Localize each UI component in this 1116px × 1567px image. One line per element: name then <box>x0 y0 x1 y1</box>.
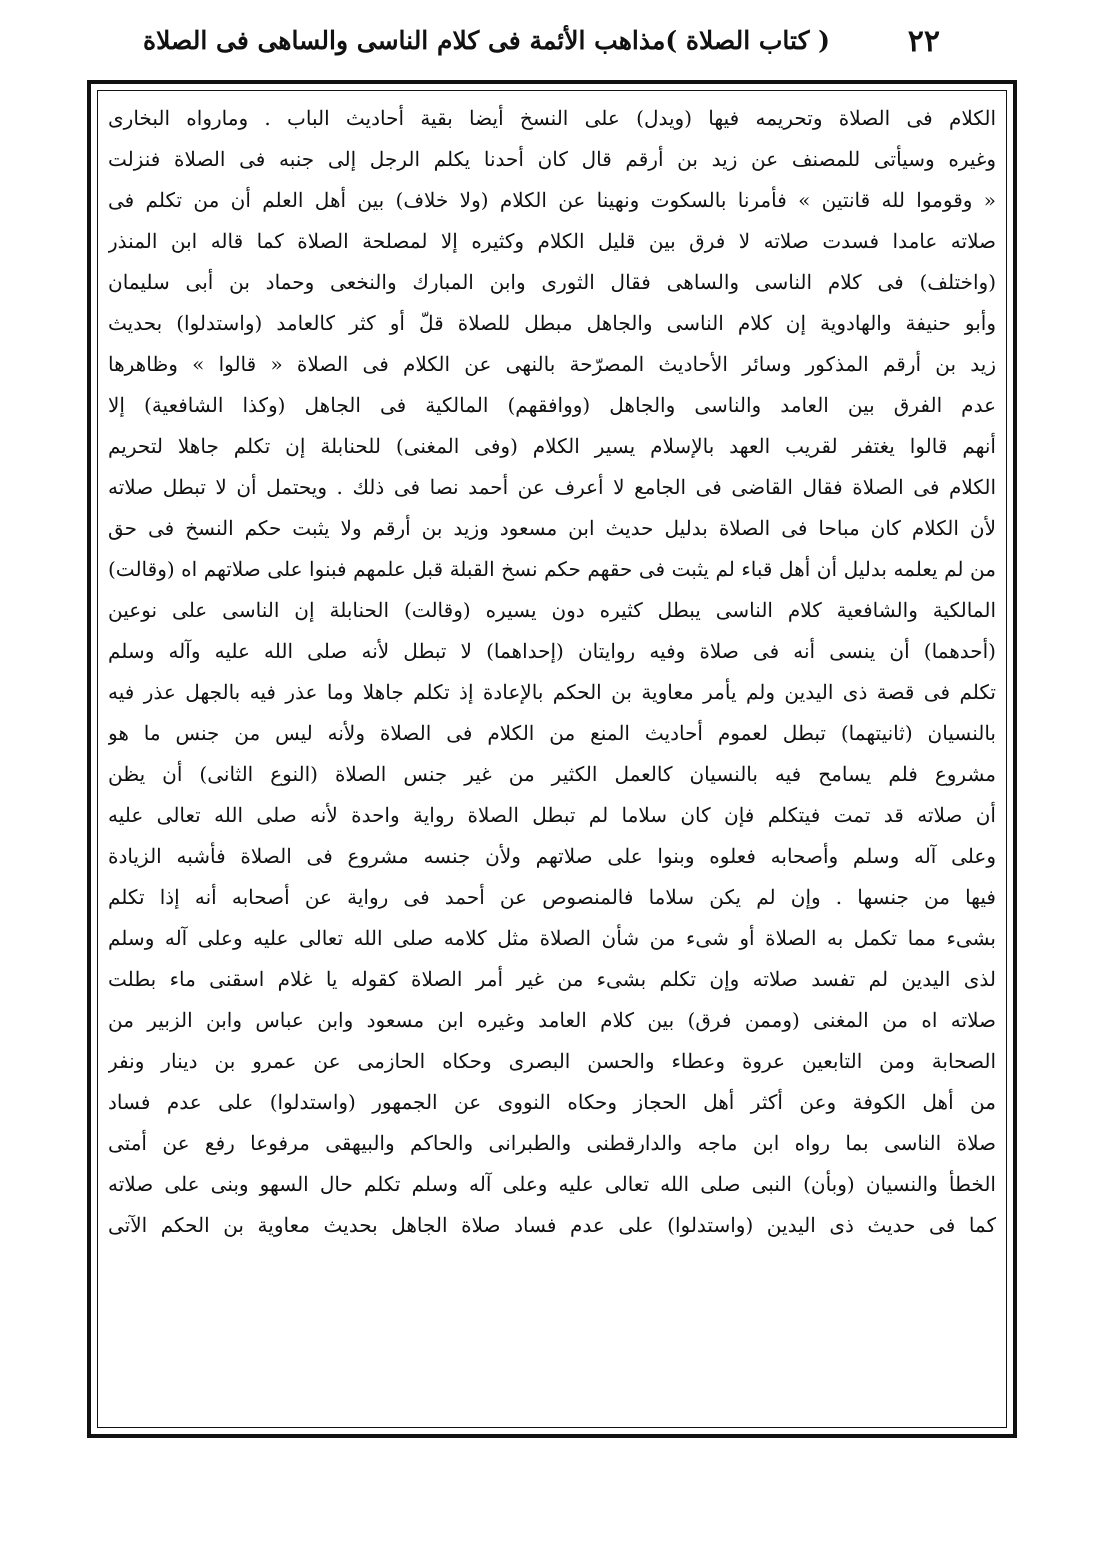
text-line: الكلام فى الصلاة فقال القاضى فى الجامع لا أعرف عن أحمد نصا فى ذلك . ويحتمل أن لا تبطل صلاته <box>108 475 996 499</box>
text-line: بشىء مما تكمل به الصلاة أو شىء من شأن الصلاة مثل كلامه صلى الله تعالى عليه وعلى آله وسلم <box>108 926 996 950</box>
text-line: عدم الفرق بين العامد والناسى والجاهل (ووافقهم) المالكية فى الجاهل (وكذا الشافعية) إلا <box>108 393 996 417</box>
section-title: مذاهب الأئمة فى كلام الناسى والساهى فى الصلاة <box>143 26 666 55</box>
body-text <box>108 98 996 1246</box>
text-line: صلاة الناسى بما رواه ابن ماجه والدارقطنى والطبرانى والحاكم والبيهقى مرفوعا رفع عن أمتى <box>108 1131 996 1155</box>
text-line: مشروع فلم يسامح فيه بالنسيان كالعمل الكثير من غير جنس الصلاة (النوع الثانى) أن يظن <box>108 762 996 786</box>
text-line: (واختلف) فى كلام الناسى والساهى فقال الثورى وابن المبارك والنخعى وحماد بن أبى سليمان <box>108 270 996 294</box>
text-line: الخطأ والنسيان (وبأن) النبى صلى الله تعالى عليه وعلى آله وسلم تكلم حال السهو وبنى على صلاته <box>108 1172 996 1196</box>
text-line: لأن الكلام كان مباحا فى الصلاة بدليل حديث ابن مسعود وزيد بن أرقم ولا يثبت حكم النسخ فى حق <box>108 516 996 540</box>
book-title: ( كتاب الصلاة ) <box>665 26 830 55</box>
text-line: « وقوموا لله قانتين » فأمرنا بالسكوت ونهينا عن الكلام (ولا خلاف) بين أهل العلم أن من تكلم فى <box>108 188 996 212</box>
text-line: بالنسيان (ثانيتهما) تبطل لعموم أحاديث المنع من الكلام فى الصلاة ولأنه ليس من جنس ما هو <box>108 721 996 745</box>
text-line: المالكية والشافعية كلام الناسى يبطل كثيره دون يسيره (وقالت) الحنابلة إن الناسى على نوعين <box>108 598 996 622</box>
text-line: من أهل الكوفة وعن أكثر أهل الحجاز وحكاه النووى عن الجمهور (واستدلوا) على عدم فساد <box>108 1090 996 1114</box>
text-line: صلاته عامدا فسدت صلاته لا فرق بين قليل الكلام وكثيره إلا لمصلحة الصلاة كما قاله ابن المنذر <box>108 229 996 253</box>
text-line: وغيره وسيأتى للمصنف عن زيد بن أرقم قال كان أحدنا يكلم الرجل إلى جنبه فى الصلاة فنزلت <box>108 147 996 171</box>
text-line: أن صلاته قد تمت فيتكلم فإن كان سلاما لم تبطل الصلاة رواية واحدة لأنه صلى الله تعالى عليه <box>108 803 996 827</box>
text-line: أنهم قالوا يغتفر لقريب العهد بالإسلام يسير الكلام (وفى المغنى) للحنابلة إن تكلم جاهلا لتحريم <box>108 434 996 458</box>
text-line: لذى اليدين لم تفسد صلاته وإن تكلم بشىء من غير أمر الصلاة كقوله يا غلام اسقنى ماء بطلت <box>108 967 996 991</box>
text-line: من لم يعلمه بدليل أن أهل قباء لم يثبت فى حقهم حكم نسخ القبلة قبل علمهم فبنوا على صلاتهم اه (وقالت) <box>108 557 996 581</box>
running-head <box>143 26 830 55</box>
text-line: وعلى آله وسلم وأصحابه فعلوه وبنوا على صلاتهم ولأن جنسه مشروع فى الصلاة فأشبه الزيادة <box>108 844 996 868</box>
text-line: الصحابة ومن التابعين عروة وعطاء والحسن البصرى وحكاه الحازمى عن عمرو بن دينار ونفر <box>108 1049 996 1073</box>
text-line: صلاته اه من المغنى (وممن فرق) بين كلام العامد وغيره ابن مسعود وابن عباس وابن الزبير من <box>108 1008 996 1032</box>
text-line: وأبو حنيفة والهادوية إن كلام الناسى والجاهل مبطل للصلاة قلّ أو كثر كالعامد (واستدلوا) بحديث <box>108 311 996 335</box>
text-line: فيها من جنسها . وإن لم يكن سلاما فالمنصوص عن أحمد فى رواية عن أصحابه أنه إذا تكلم <box>108 885 996 909</box>
text-line: تكلم فى قصة ذى اليدين ولم يأمر معاوية بن الحكم بالإعادة إذ تكلم جاهلا وما عذر فيه بالجهل عذر فيه <box>108 680 996 704</box>
text-line: زيد بن أرقم المذكور وسائر الأحاديث المصرّحة بالنهى عن الكلام فى الصلاة « قالوا » وظاهرها <box>108 352 996 376</box>
page-number: ٢٢ <box>907 24 940 59</box>
page-header <box>143 20 940 76</box>
text-line: (أحدهما) أن ينسى أنه فى صلاة وفيه روايتان (إحداهما) لا تبطل لأنه صلى الله عليه وآله وسلم <box>108 639 996 663</box>
text-line: كما فى حديث ذى اليدين (واستدلوا) على عدم فساد صلاة الجاهل بحديث معاوية بن الحكم الآتى <box>108 1213 996 1237</box>
text-line: الكلام فى الصلاة وتحريمه فيها (ويدل) على النسخ أيضا بقية أحاديث الباب . ومارواه البخارى <box>108 106 996 130</box>
